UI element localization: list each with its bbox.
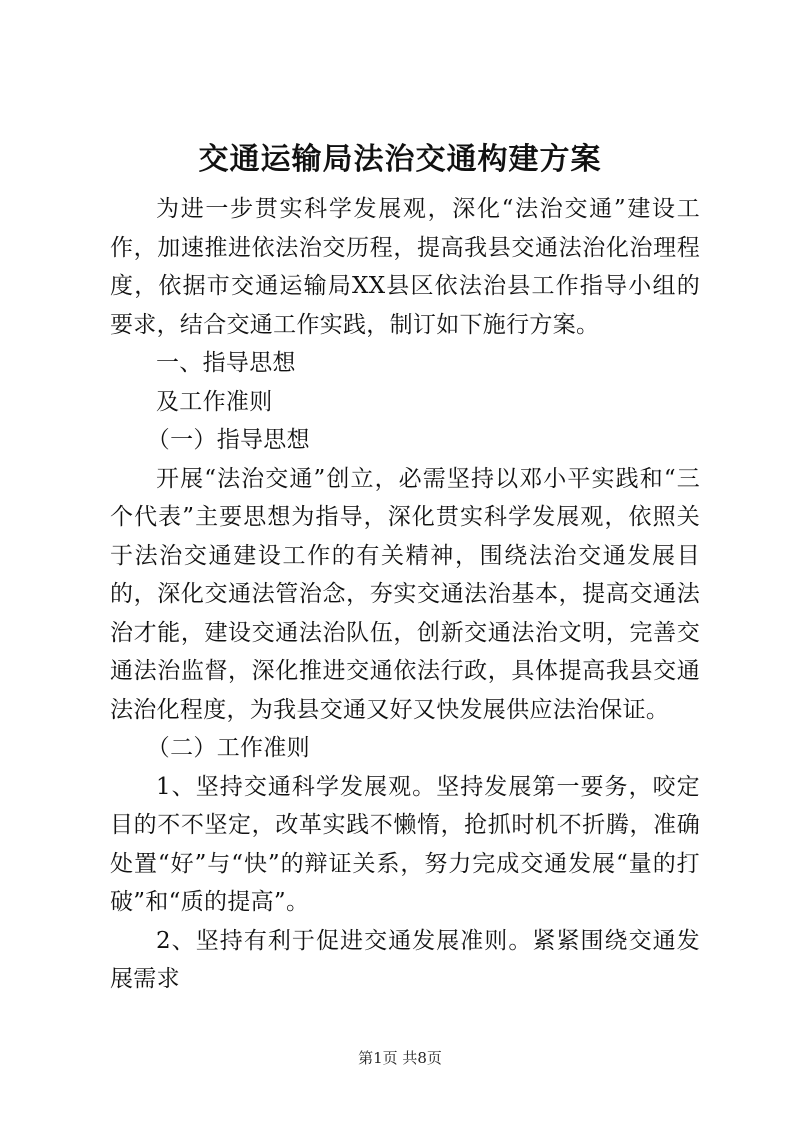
subsection-heading-2: （二）工作准则 [146, 735, 310, 761]
section-heading-work-principles: 及工作准则 [156, 388, 273, 415]
principle-1-paragraph: 1、坚持交通科学发展观。坚持发展第一要务，咬定目的不不坚定，改革实践不懒惰，抢抓时机不折腾，准确处置“好”与“快”的辩证关系，努力完成交通发展“量的打破”和“质的提高”。 [110, 773, 700, 915]
section-heading-guiding-thought: 一、指导思想 [156, 350, 296, 376]
document-body [110, 190, 700, 999]
principle-2-paragraph: 2、坚持有利于促进交通发展准则。紧紧围绕交通发展需求 [110, 927, 700, 992]
subsection-heading-1: （一）指导思想 [146, 427, 310, 453]
guiding-thought-paragraph: 开展“法治交通”创立，必需坚持以邓小平实践和“三个代表”主要思想为指导，深化贯实科学发展观，依照关于法治交通建设工作的有关精神，围绕法治交通发展目的，深化交通法管治念，夯实交通法治基本，提高交通法治才能，建设交通法治队伍，创新交通法治文明，完善交通法治监督，深化推进交通依法行政，具体提高我县交通法治化程度，为我县交通又好又快发展供应法治保证。 [110, 465, 700, 723]
intro-paragraph: 为进一步贯实科学发展观，深化“法治交通”建设工作，加速推进依法治交历程，提高我县交通法治化治理程度，依据市交通运输局XX县区依法治县工作指导小组的要求，结合交通工作实践，制订如下施行方案。 [110, 196, 700, 338]
document-title: 交通运输局法治交通构建方案 [198, 142, 602, 177]
page-number-footer: 第1页 共8页 [358, 1049, 442, 1067]
